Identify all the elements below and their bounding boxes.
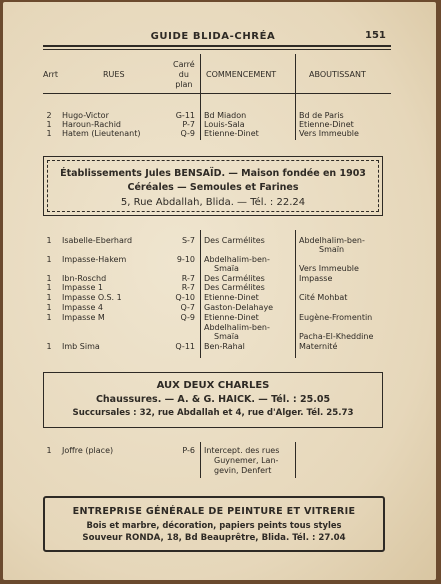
commencement-cell: Smaïa bbox=[214, 264, 239, 273]
arrt-cell: 2 bbox=[46, 111, 52, 120]
arrt-cell: 1 bbox=[46, 120, 52, 129]
column-divider bbox=[295, 442, 296, 478]
column-divider bbox=[295, 54, 296, 140]
column-divider bbox=[200, 230, 201, 358]
aboutissant-cell: Etienne-Dinet bbox=[299, 120, 354, 129]
street-cell: Hatem (Lieutenant) bbox=[62, 129, 141, 138]
column-divider bbox=[200, 54, 201, 140]
aboutissant-cell: Abdelhalim-ben- bbox=[299, 236, 365, 245]
ad-line: Succursales : 32, rue Abdallah et 4, rue d'Alger. Tél. 25.73 bbox=[72, 408, 354, 418]
commencement-cell: Etienne-Dinet bbox=[204, 293, 259, 302]
street-cell: Haroun-Rachid bbox=[62, 120, 122, 129]
carre-cell: G-11 bbox=[175, 111, 195, 120]
aboutissant-cell: Vers Immeuble bbox=[299, 264, 359, 273]
advertisement-entreprise-peinture bbox=[43, 496, 385, 552]
column-header-rule bbox=[43, 93, 391, 94]
carre-cell: Q-9 bbox=[180, 129, 195, 138]
street-cell: Impasse 1 bbox=[62, 283, 104, 292]
carre-cell: S-7 bbox=[181, 236, 195, 245]
arrt-cell: 1 bbox=[46, 313, 52, 322]
col-header-aboutissant: ABOUTISSANT bbox=[309, 70, 366, 79]
arrt-cell: 1 bbox=[46, 303, 52, 312]
ad-line: Établissements Jules BENSAÏD. — Maison fondée en 1903 bbox=[60, 168, 366, 179]
street-cell: Joffre (place) bbox=[62, 446, 114, 455]
header-rule-thin bbox=[43, 49, 391, 50]
arrt-cell: 1 bbox=[46, 446, 52, 455]
ad-line: ENTREPRISE GÉNÉRALE DE PEINTURE ET VITRERIE bbox=[72, 506, 356, 517]
street-cell: Impasse M bbox=[62, 313, 105, 322]
col-header-carre-2: du bbox=[178, 70, 189, 79]
commencement-cell: Abdelhalim-ben- bbox=[204, 255, 270, 264]
aboutissant-cell: Vers Immeuble bbox=[299, 129, 359, 138]
aboutissant-cell: Smaïn bbox=[319, 245, 345, 254]
ad-line: Souveur RONDA, 18, Bd Beauprêtre, Blida. Tél. : 27.04 bbox=[82, 533, 346, 543]
street-cell: Ibn-Roschd bbox=[62, 274, 107, 283]
arrt-cell: 1 bbox=[46, 274, 52, 283]
carre-cell: 9-10 bbox=[176, 255, 195, 264]
ad-line: Chaussures. — A. & G. HAICK. — Tél. : 25.05 bbox=[95, 394, 331, 405]
col-header-carre-1: Carré bbox=[173, 60, 195, 69]
commencement-cell: Etienne-Dinet bbox=[204, 129, 259, 138]
commencement-cell: gevin, Denfert bbox=[214, 466, 272, 475]
col-header-carre-3: plan bbox=[175, 80, 193, 89]
carre-cell: R-7 bbox=[181, 283, 195, 292]
commencement-cell: Intercept. des rues bbox=[204, 446, 280, 455]
column-divider bbox=[295, 230, 296, 358]
aboutissant-cell: Pacha-El-Kheddine bbox=[299, 332, 374, 341]
carre-cell: Q-9 bbox=[180, 313, 195, 322]
commencement-cell: Etienne-Dinet bbox=[204, 313, 259, 322]
carre-cell: Q-10 bbox=[175, 293, 195, 302]
ad-line: Céréales — Semoules et Farines bbox=[127, 182, 299, 193]
street-cell: Impasse 4 bbox=[62, 303, 104, 312]
arrt-cell: 1 bbox=[46, 129, 52, 138]
aboutissant-cell: Eugène-Fromentin bbox=[299, 313, 373, 322]
commencement-cell: Gaston-Delahaye bbox=[204, 303, 274, 312]
carre-cell: P-6 bbox=[182, 446, 195, 455]
commencement-cell: Bd Miadon bbox=[204, 111, 247, 120]
street-cell: Impasse O.S. 1 bbox=[62, 293, 122, 302]
page-header-title: GUIDE BLIDA-CHRÉA bbox=[150, 31, 276, 42]
col-header-rues: RUES bbox=[103, 70, 125, 79]
aboutissant-cell: Maternité bbox=[299, 342, 338, 351]
book-page bbox=[3, 2, 436, 580]
ad-line: AUX DEUX CHARLES bbox=[156, 380, 270, 391]
page-number: 151 bbox=[365, 30, 386, 41]
arrt-cell: 1 bbox=[46, 255, 52, 264]
header-rule bbox=[43, 45, 391, 47]
arrt-cell: 1 bbox=[46, 283, 52, 292]
advertisement-bensaid bbox=[43, 156, 383, 216]
commencement-cell: Des Carmélites bbox=[204, 236, 265, 245]
col-header-carre bbox=[173, 60, 195, 90]
carre-cell: R-7 bbox=[181, 274, 195, 283]
aboutissant-cell: Impasse bbox=[299, 274, 333, 283]
aboutissant-cell: Bd de Paris bbox=[299, 111, 344, 120]
carre-cell: Q-11 bbox=[175, 342, 195, 351]
col-header-commencement: COMMENCEMENT bbox=[206, 70, 277, 79]
street-cell: Impasse-Hakem bbox=[62, 255, 127, 264]
commencement-cell: Des Carmélites bbox=[204, 274, 265, 283]
aboutissant-cell: Cité Mohbat bbox=[299, 293, 348, 302]
street-cell: Imb Sima bbox=[62, 342, 100, 351]
carre-cell: P-7 bbox=[182, 120, 195, 129]
carre-cell: Q-7 bbox=[180, 303, 195, 312]
street-cell: Isabelle-Eberhard bbox=[62, 236, 133, 245]
commencement-cell: Smaïa bbox=[214, 332, 239, 341]
column-divider bbox=[200, 442, 201, 478]
ad-line: Bois et marbre, décoration, papiers peints tous styles bbox=[86, 520, 342, 530]
arrt-cell: 1 bbox=[46, 236, 52, 245]
commencement-cell: Abdelhalim-ben- bbox=[204, 323, 270, 332]
commencement-cell: Louis-Sala bbox=[204, 120, 245, 129]
commencement-cell: Des Carmélites bbox=[204, 283, 265, 292]
ad-line: 5, Rue Abdallah, Blida. — Tél. : 22.24 bbox=[120, 197, 306, 208]
arrt-cell: 1 bbox=[46, 293, 52, 302]
commencement-cell: Ben-Rahal bbox=[204, 342, 245, 351]
arrt-cell: 1 bbox=[46, 342, 52, 351]
commencement-cell: Guynemer, Lan- bbox=[214, 456, 279, 465]
col-header-arrt: Arrt bbox=[43, 70, 59, 79]
advertisement-aux-deux-charles bbox=[43, 372, 383, 428]
street-cell: Hugo-Victor bbox=[62, 111, 109, 120]
